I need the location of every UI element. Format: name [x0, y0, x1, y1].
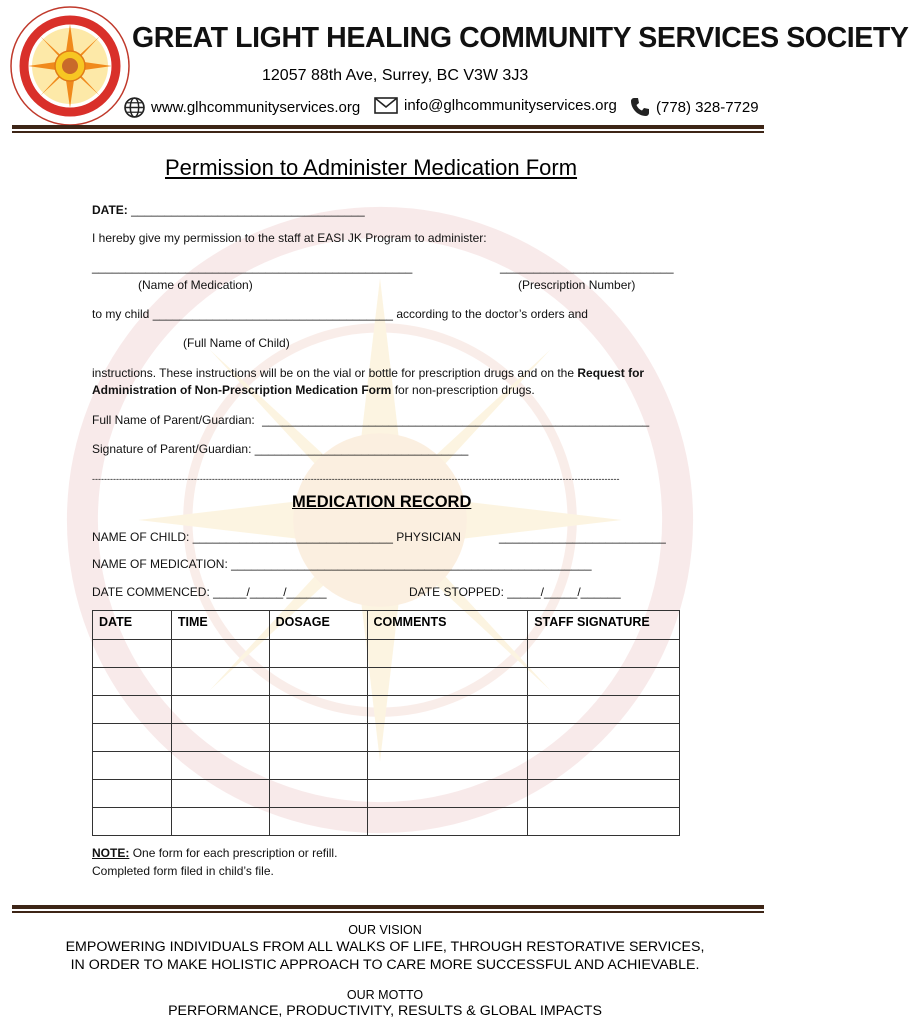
table-body	[93, 640, 680, 836]
parent-name-label: Full Name of Parent/Guardian:	[92, 413, 255, 427]
prescription-number-caption: (Prescription Number)	[518, 278, 636, 292]
form-title: Permission to Administer Medication Form	[165, 155, 578, 180]
organization-address: 12057 88th Ave, Surrey, BC V3W 3J3	[262, 67, 529, 84]
table-cell[interactable]	[367, 724, 528, 752]
date-field[interactable]: ___________________________________	[131, 203, 365, 217]
child-prefix: to my child	[92, 307, 150, 321]
note-label: NOTE:	[92, 846, 130, 860]
record-child-label: NAME OF CHILD:	[92, 530, 190, 544]
record-medication-field[interactable]: ______________________________________________________	[231, 557, 592, 571]
table-cell[interactable]	[269, 780, 367, 808]
instructions-text: instructions. These instructions will be on the vial or bottle for prescription drugs and on the	[92, 366, 575, 380]
date-stopped-label: DATE STOPPED:	[409, 585, 504, 599]
table-cell[interactable]	[171, 696, 269, 724]
table-cell[interactable]	[171, 668, 269, 696]
motto-heading: OUR MOTTO	[346, 988, 424, 1002]
table-cell[interactable]	[93, 640, 172, 668]
medication-record-table	[92, 610, 680, 836]
medication-name-field[interactable]: ________________________________________________	[92, 260, 413, 274]
table-cell[interactable]	[367, 808, 528, 836]
header-rule-thick	[12, 125, 764, 129]
table-cell[interactable]	[171, 780, 269, 808]
medication-name-caption: (Name of Medication)	[138, 278, 253, 292]
column-header-date: DATE	[93, 611, 172, 640]
date-commenced-field[interactable]: _____/_____/______	[213, 585, 327, 599]
vision-heading: OUR VISION	[348, 923, 422, 937]
parent-name-field[interactable]: __________________________________________________________	[262, 413, 650, 427]
header-rule-thin	[12, 131, 764, 133]
table-cell[interactable]	[269, 808, 367, 836]
footer-rule-thick	[12, 905, 764, 909]
website-link[interactable]: www.glhcommunityservices.org	[151, 99, 361, 116]
table-cell[interactable]	[269, 724, 367, 752]
table-cell[interactable]	[93, 668, 172, 696]
medication-record-title: MEDICATION RECORD	[292, 493, 472, 511]
note-text: One form for each prescription or refill.	[132, 846, 338, 860]
child-name-field[interactable]: ____________________________________	[152, 307, 393, 321]
table-cell[interactable]	[528, 668, 680, 696]
instructions-text-2: for non-prescription drugs.	[394, 383, 535, 397]
table-row	[93, 696, 680, 724]
table-cell[interactable]	[171, 640, 269, 668]
column-header-time: TIME	[171, 611, 269, 640]
permission-statement: I hereby give my permission to the staff at EASI JK Program to administer:	[92, 231, 487, 245]
date-stopped-field[interactable]: _____/_____/______	[507, 585, 621, 599]
column-header-staff-signature: STAFF SIGNATURE	[528, 611, 680, 640]
table-row	[93, 752, 680, 780]
table-cell[interactable]	[171, 752, 269, 780]
date-commenced-label: DATE COMMENCED:	[92, 585, 210, 599]
instructions-bold-1: Request for	[577, 366, 645, 380]
contact-website[interactable]	[124, 97, 360, 118]
table-cell[interactable]	[528, 752, 680, 780]
table-cell[interactable]	[528, 724, 680, 752]
table-row	[93, 724, 680, 752]
child-name-caption: (Full Name of Child)	[183, 336, 290, 350]
table-cell[interactable]	[528, 780, 680, 808]
date-label: DATE:	[92, 203, 128, 217]
table-row	[93, 780, 680, 808]
table-cell[interactable]	[93, 808, 172, 836]
instructions-bold-2: Administration of Non-Prescription Medication Form	[92, 383, 392, 397]
section-divider: --------------------------------------------------------------------------------------------------------------------------------------------------------------------------------	[92, 474, 620, 484]
table-cell[interactable]	[367, 780, 528, 808]
parent-signature-label: Signature of Parent/Guardian:	[92, 442, 252, 456]
table-header-row	[93, 611, 680, 640]
footer-rule-thin	[12, 911, 764, 913]
envelope-icon	[374, 97, 398, 114]
parent-signature-field[interactable]: ________________________________	[254, 442, 469, 456]
motto-text: PERFORMANCE, PRODUCTIVITY, RESULTS & GLOBAL IMPACTS	[168, 1003, 602, 1019]
organization-logo	[8, 4, 132, 128]
note-text-2: Completed form filed in child’s file.	[92, 864, 274, 878]
table-cell[interactable]	[93, 780, 172, 808]
organization-name: GREAT LIGHT HEALING COMMUNITY SERVICES SOCIETY	[132, 22, 909, 54]
table-cell[interactable]	[367, 752, 528, 780]
phone-icon	[630, 97, 650, 117]
table-cell[interactable]	[269, 640, 367, 668]
table-cell[interactable]	[367, 696, 528, 724]
table-row	[93, 668, 680, 696]
contact-phone[interactable]	[630, 97, 759, 117]
table-cell[interactable]	[367, 640, 528, 668]
globe-icon	[124, 97, 145, 118]
vision-line-2: IN ORDER TO MAKE HOLISTIC APPROACH TO CARE MORE SUCCESSFUL AND ACHIEVABLE.	[70, 957, 700, 973]
email-link[interactable]: info@glhcommunityservices.org	[404, 97, 617, 114]
table-cell[interactable]	[528, 808, 680, 836]
table-cell[interactable]	[171, 724, 269, 752]
table-cell[interactable]	[93, 696, 172, 724]
record-medication-label: NAME OF MEDICATION:	[92, 557, 228, 571]
child-suffix: according to the doctor’s orders and	[396, 307, 588, 321]
column-header-dosage: DOSAGE	[269, 611, 367, 640]
table-cell[interactable]	[269, 668, 367, 696]
column-header-comments: COMMENTS	[367, 611, 528, 640]
prescription-number-field[interactable]: __________________________	[500, 260, 674, 274]
table-cell[interactable]	[269, 752, 367, 780]
phone-number: (778) 328-7729	[656, 98, 759, 116]
instructions-line-2	[92, 383, 535, 397]
table-cell[interactable]	[528, 640, 680, 668]
contact-email[interactable]	[374, 97, 617, 114]
table-row	[93, 808, 680, 836]
table-cell[interactable]	[367, 668, 528, 696]
record-child-field[interactable]: ______________________________	[192, 530, 393, 544]
vision-line-1: EMPOWERING INDIVIDUALS FROM ALL WALKS OF LIFE, THROUGH RESTORATIVE SERVICES,	[65, 939, 705, 955]
table-cell[interactable]	[269, 696, 367, 724]
table-cell[interactable]	[528, 696, 680, 724]
table-cell[interactable]	[171, 808, 269, 836]
instructions-line-1	[92, 366, 644, 380]
table-cell[interactable]	[93, 752, 172, 780]
physician-field[interactable]: _________________________	[499, 530, 666, 544]
table-row	[93, 640, 680, 668]
physician-label: PHYSICIAN	[396, 530, 461, 544]
table-cell[interactable]	[93, 724, 172, 752]
